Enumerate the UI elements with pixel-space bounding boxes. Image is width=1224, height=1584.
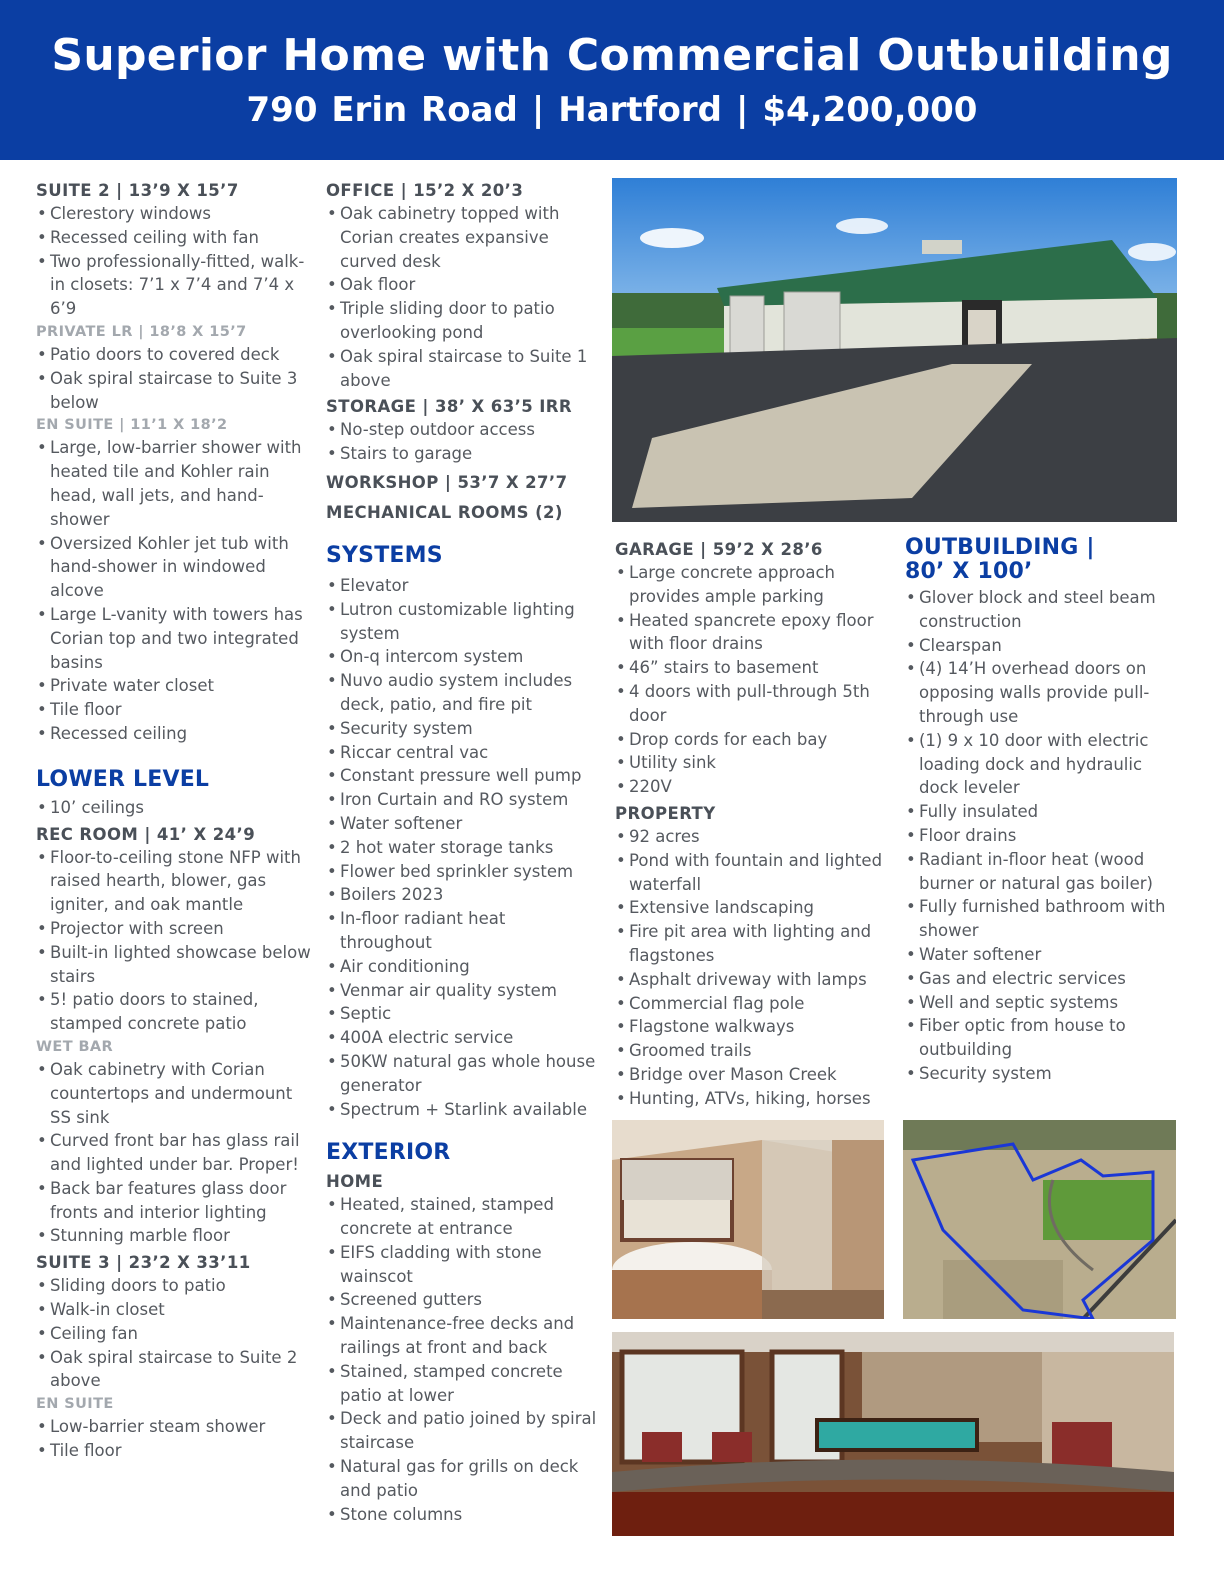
list-item: • In-floor radiant heat throughout (326, 907, 602, 955)
list-item: • Fiber optic from house to outbuilding (905, 1014, 1185, 1062)
list-item: • Tile floor (36, 1439, 311, 1463)
list-item: • Riccar central vac (326, 741, 602, 765)
section-heading-property: PROPERTY (615, 803, 716, 823)
list-item: • Large, low-barrier shower with heated tile and Kohler rain head, wall jets, and hand-shower (36, 436, 311, 531)
list-item: • Floor drains (905, 824, 1185, 848)
column-1 (36, 176, 311, 1463)
separator: | (531, 90, 545, 130)
section-heading-systems: SYSTEMS (326, 542, 443, 568)
list-item: • Clearspan (905, 634, 1185, 658)
list-item: • Well and septic systems (905, 991, 1185, 1015)
list-item: • Natural gas for grills on deck and patio (326, 1455, 602, 1503)
list-item: • Low-barrier steam shower (36, 1415, 311, 1439)
list-item: • Stunning marble floor (36, 1224, 311, 1248)
list-item: • On-q intercom system (326, 645, 602, 669)
list-private-lr (36, 343, 311, 414)
list-office (326, 202, 602, 392)
list-item: • Ceiling fan (36, 1322, 311, 1346)
list-item: • Commercial flag pole (615, 992, 895, 1016)
list-item: • Built-in lighted showcase below stairs (36, 941, 311, 989)
list-item: • Large concrete approach provides ample parking (615, 561, 895, 609)
list-item: • Stairs to garage (326, 442, 602, 466)
list-item: • Constant pressure well pump (326, 764, 602, 788)
list-item: • Bridge over Mason Creek (615, 1063, 895, 1087)
list-item: • Back bar features glass door fronts and interior lighting (36, 1177, 311, 1225)
section-heading-en-suite: EN SUITE | 11’1 X 18’2 (36, 417, 228, 434)
section-heading-private-lr: PRIVATE LR | 18’8 X 15’7 (36, 323, 247, 340)
list-item: • Iron Curtain and RO system (326, 788, 602, 812)
list-item: • Drop cords for each bay (615, 728, 895, 752)
list-item: • Extensive landscaping (615, 896, 895, 920)
list-item: • Security system (905, 1062, 1185, 1086)
section-heading-rec-room: REC ROOM | 41’ X 24’9 (36, 824, 256, 844)
list-item: • Triple sliding door to patio overlooking pond (326, 297, 602, 345)
list-item: • 400A electric service (326, 1026, 602, 1050)
list-item: • Lutron customizable lighting system (326, 598, 602, 646)
list-suite2 (36, 202, 311, 321)
column-2 (326, 176, 602, 1526)
list-item: • Stone columns (326, 1503, 602, 1527)
list-item: • Maintenance-free decks and railings at front and back (326, 1312, 602, 1360)
list-item: • Curved front bar has glass rail and lighted under bar. Proper! (36, 1129, 311, 1177)
list-item: • Fully furnished bathroom with shower (905, 895, 1185, 943)
list-item: • Boilers 2023 (326, 883, 602, 907)
section-heading-lower-level: LOWER LEVEL (36, 766, 210, 792)
list-item: • Screened gutters (326, 1288, 602, 1312)
section-heading-garage: GARAGE | 59’2 X 28’6 (615, 540, 823, 559)
list-en-suite (36, 436, 311, 745)
list-item: • Patio doors to covered deck (36, 343, 311, 367)
list-item: • Clerestory windows (36, 202, 311, 226)
list-item: • 4 doors with pull-through 5th door (615, 680, 895, 728)
list-item: • Septic (326, 1002, 602, 1026)
list-item: • Water softener (905, 943, 1185, 967)
section-heading-exterior: EXTERIOR (326, 1140, 451, 1166)
list-item: • 46” stairs to basement (615, 656, 895, 680)
list-item: • Gas and electric services (905, 967, 1185, 991)
list-item: • Venmar air quality system (326, 979, 602, 1003)
outbuilding-heading-line2: 80’ X 100’ (905, 559, 1033, 584)
list-item: • Private water closet (36, 674, 311, 698)
list-garage (615, 561, 895, 799)
list-item: • Flagstone walkways (615, 1015, 895, 1039)
section-heading-home: HOME (326, 1172, 384, 1192)
photo-bathroom (612, 1120, 884, 1319)
section-heading-storage: STORAGE | 38’ X 63’5 IRR (326, 397, 573, 417)
listing-title: Superior Home with Commercial Outbuilding (51, 30, 1173, 81)
list-item: • Security system (326, 717, 602, 741)
list-item: • Hunting, ATVs, hiking, horses (615, 1087, 895, 1111)
list-storage (326, 418, 602, 466)
list-item: • Stained, stamped concrete patio at lower (326, 1360, 602, 1408)
list-item: • 5! patio doors to stained, stamped concrete patio (36, 988, 311, 1036)
list-item: • Radiant in-floor heat (wood burner or natural gas boiler) (905, 848, 1185, 896)
list-item: • Groomed trails (615, 1039, 895, 1063)
list-item: • Deck and patio joined by spiral staircase (326, 1407, 602, 1455)
list-item: • Pond with fountain and lighted waterfall (615, 849, 895, 897)
section-heading-outbuilding (905, 536, 1185, 584)
list-item: • Water softener (326, 812, 602, 836)
column-4 (905, 535, 1185, 1086)
list-item: • Oak spiral staircase to Suite 1 above (326, 345, 602, 393)
list-item: • Utility sink (615, 751, 895, 775)
list-item: • Oak cabinetry topped with Corian creates expansive curved desk (326, 202, 602, 273)
list-item: • 220V (615, 775, 895, 799)
section-heading-en-suite-2: EN SUITE (36, 1396, 114, 1413)
list-item: • (1) 9 x 10 door with electric loading dock and hydraulic dock leveler (905, 729, 1185, 800)
list-item: • Recessed ceiling (36, 722, 311, 746)
list-item: • (4) 14’H overhead doors on opposing walls provide pull-through use (905, 657, 1185, 728)
list-en-suite-2 (36, 1415, 311, 1463)
address: 790 Erin Road (246, 90, 518, 130)
outbuilding-heading-line1: OUTBUILDING | (905, 535, 1095, 560)
list-property (615, 825, 895, 1111)
list-item: • 10’ ceilings (36, 796, 311, 820)
list-item: • Oak floor (326, 273, 602, 297)
list-item: • Oak cabinetry with Corian countertops and undermount SS sink (36, 1058, 311, 1129)
column-3 (615, 535, 895, 1111)
list-item: • Oak spiral staircase to Suite 2 above (36, 1346, 311, 1394)
list-item: • Air conditioning (326, 955, 602, 979)
section-heading-mechanical: MECHANICAL ROOMS (2) (326, 502, 563, 522)
list-item: • EIFS cladding with stone wainscot (326, 1241, 602, 1289)
header-banner (0, 0, 1224, 160)
list-item: • Asphalt driveway with lamps (615, 968, 895, 992)
list-item: • Tile floor (36, 698, 311, 722)
list-systems (326, 574, 602, 1121)
list-item: • 50KW natural gas whole house generator (326, 1050, 602, 1098)
list-suite3 (36, 1274, 311, 1393)
list-item: • Oak spiral staircase to Suite 3 below (36, 367, 311, 415)
list-item: • Projector with screen (36, 917, 311, 941)
photo-outbuilding (612, 178, 1177, 522)
list-item: • Recessed ceiling with fan (36, 226, 311, 250)
list-exterior-home (326, 1193, 602, 1526)
photo-rec-room (612, 1332, 1174, 1536)
city: Hartford (558, 90, 722, 130)
listing-subtitle (0, 90, 1224, 130)
list-item: • Floor-to-ceiling stone NFP with raised hearth, blower, gas igniter, and oak mantle (36, 846, 311, 917)
list-item: • Fully insulated (905, 800, 1185, 824)
list-item: • Heated, stained, stamped concrete at entrance (326, 1193, 602, 1241)
separator: | (735, 90, 749, 130)
list-item: • Spectrum + Starlink available (326, 1098, 602, 1122)
list-item: • Flower bed sprinkler system (326, 860, 602, 884)
section-heading-suite3: SUITE 3 | 23’2 X 33’11 (36, 1253, 251, 1273)
list-item: • Nuvo audio system includes deck, patio, and fire pit (326, 669, 602, 717)
list-item: • 92 acres (615, 825, 895, 849)
list-rec-room (36, 846, 311, 1036)
price: $4,200,000 (762, 90, 978, 130)
list-item: • Oversized Kohler jet tub with hand-shower in windowed alcove (36, 532, 311, 603)
list-item: • Elevator (326, 574, 602, 598)
section-heading-suite2: SUITE 2 | 13’9 X 15’7 (36, 181, 239, 200)
list-item: • Sliding doors to patio (36, 1274, 311, 1298)
list-outbuilding (905, 586, 1185, 1086)
list-item: • Large L-vanity with towers has Corian top and two integrated basins (36, 603, 311, 674)
section-heading-wet-bar: WET BAR (36, 1038, 114, 1055)
list-item: • No-step outdoor access (326, 418, 602, 442)
list-lower-level (36, 796, 311, 820)
list-item: • Glover block and steel beam construction (905, 586, 1185, 634)
list-item: • Walk-in closet (36, 1298, 311, 1322)
list-wet-bar (36, 1058, 311, 1248)
section-heading-office: OFFICE | 15’2 X 20’3 (326, 181, 524, 200)
list-item: • Two professionally-fitted, walk-in closets: 7’1 x 7’4 and 7’4 x 6’9 (36, 250, 311, 321)
section-heading-workshop: WORKSHOP | 53’7 X 27’7 (326, 472, 568, 492)
list-item: • Fire pit area with lighting and flagstones (615, 920, 895, 968)
list-item: • 2 hot water storage tanks (326, 836, 602, 860)
list-item: • Heated spancrete epoxy floor with floor drains (615, 609, 895, 657)
photo-aerial (903, 1120, 1176, 1319)
